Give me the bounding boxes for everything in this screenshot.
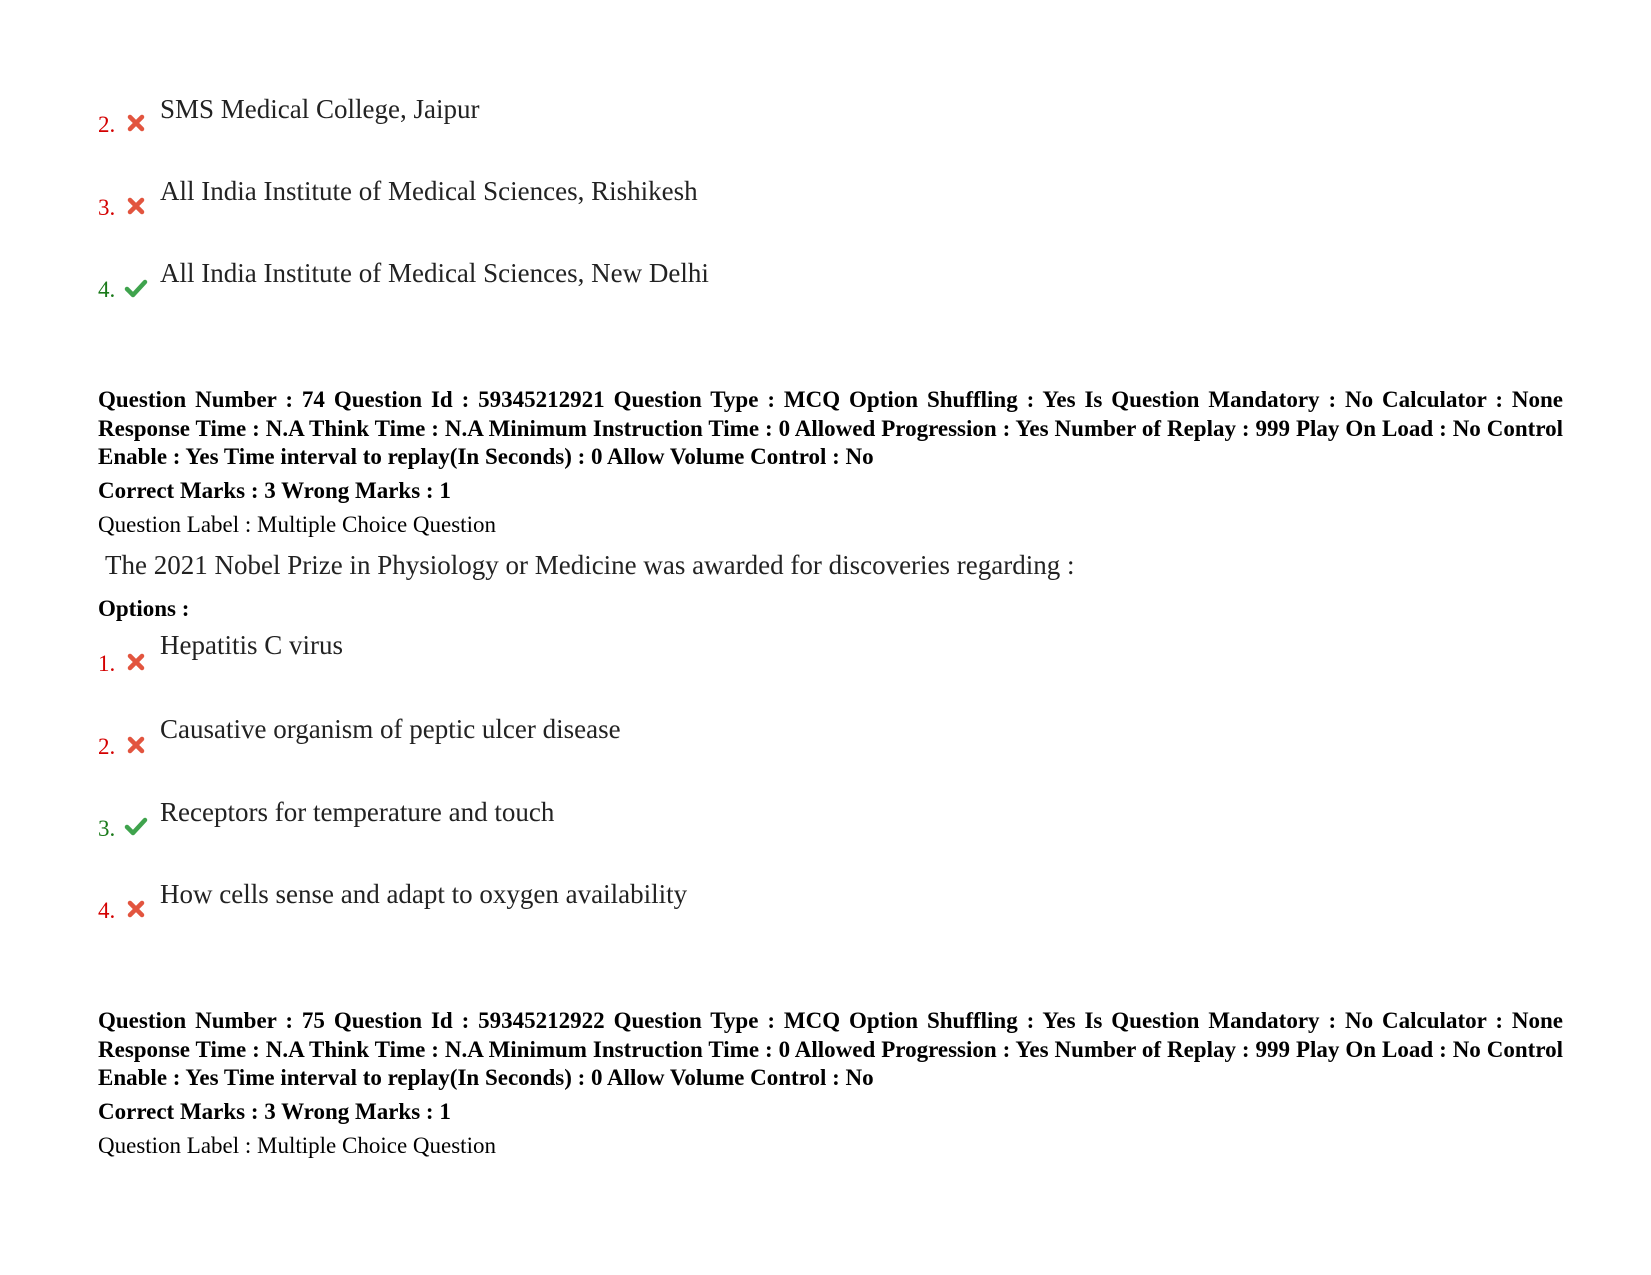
question-label: Question Label : Multiple Choice Question (98, 1133, 496, 1158)
question-meta: Question Number : 75 Question Id : 59345212922 Question Type : MCQ Option Shuffling : Yes Is Question Mandatory : No Calculator : None Response Time : N.A Think Time : N.A Minimum Instruction Time : 0 Allowed Progression : Yes Number of Replay : 999 Play On Load : No Control Enable : Yes Time interval to replay(In Seconds) : 0 Allow Volume Control : No (98, 1008, 1563, 1090)
option-number: 2. (98, 734, 116, 759)
option-text: Receptors for temperature and touch (160, 797, 555, 827)
cross-icon (124, 652, 148, 672)
option-number: 3. (98, 816, 116, 841)
cross-icon (124, 113, 148, 133)
option-text: All India Institute of Medical Sciences, New Delhi (160, 258, 709, 288)
option-text: All India Institute of Medical Sciences, Rishikesh (160, 176, 698, 206)
cross-icon (124, 735, 148, 755)
option-text: How cells sense and adapt to oxygen availability (160, 879, 688, 909)
option-text: Causative organism of peptic ulcer disease (160, 714, 621, 744)
question-marks: Correct Marks : 3 Wrong Marks : 1 (98, 478, 451, 503)
question-text: The 2021 Nobel Prize in Physiology or Medicine was awarded for discoveries regarding : (105, 550, 1075, 580)
options-heading: Options : (98, 596, 190, 621)
check-icon (124, 278, 148, 298)
option-text: SMS Medical College, Jaipur (160, 94, 480, 124)
option-number: 2. (98, 112, 116, 137)
option-number: 1. (98, 651, 116, 676)
option-number: 3. (98, 195, 116, 220)
question-meta: Question Number : 74 Question Id : 59345212921 Question Type : MCQ Option Shuffling : Yes Is Question Mandatory : No Calculator : None Response Time : N.A Think Time : N.A Minimum Instruction Time : 0 Allowed Progression : Yes Number of Replay : 999 Play On Load : No Control Enable : Yes Time interval to replay(In Seconds) : 0 Allow Volume Control : No (98, 387, 1563, 469)
question-label: Question Label : Multiple Choice Question (98, 512, 496, 537)
option-number: 4. (98, 277, 116, 302)
question-marks: Correct Marks : 3 Wrong Marks : 1 (98, 1099, 451, 1124)
check-icon (124, 816, 148, 836)
cross-icon (124, 196, 148, 216)
option-text: Hepatitis C virus (160, 630, 343, 660)
option-number: 4. (98, 898, 116, 923)
cross-icon (124, 899, 148, 919)
